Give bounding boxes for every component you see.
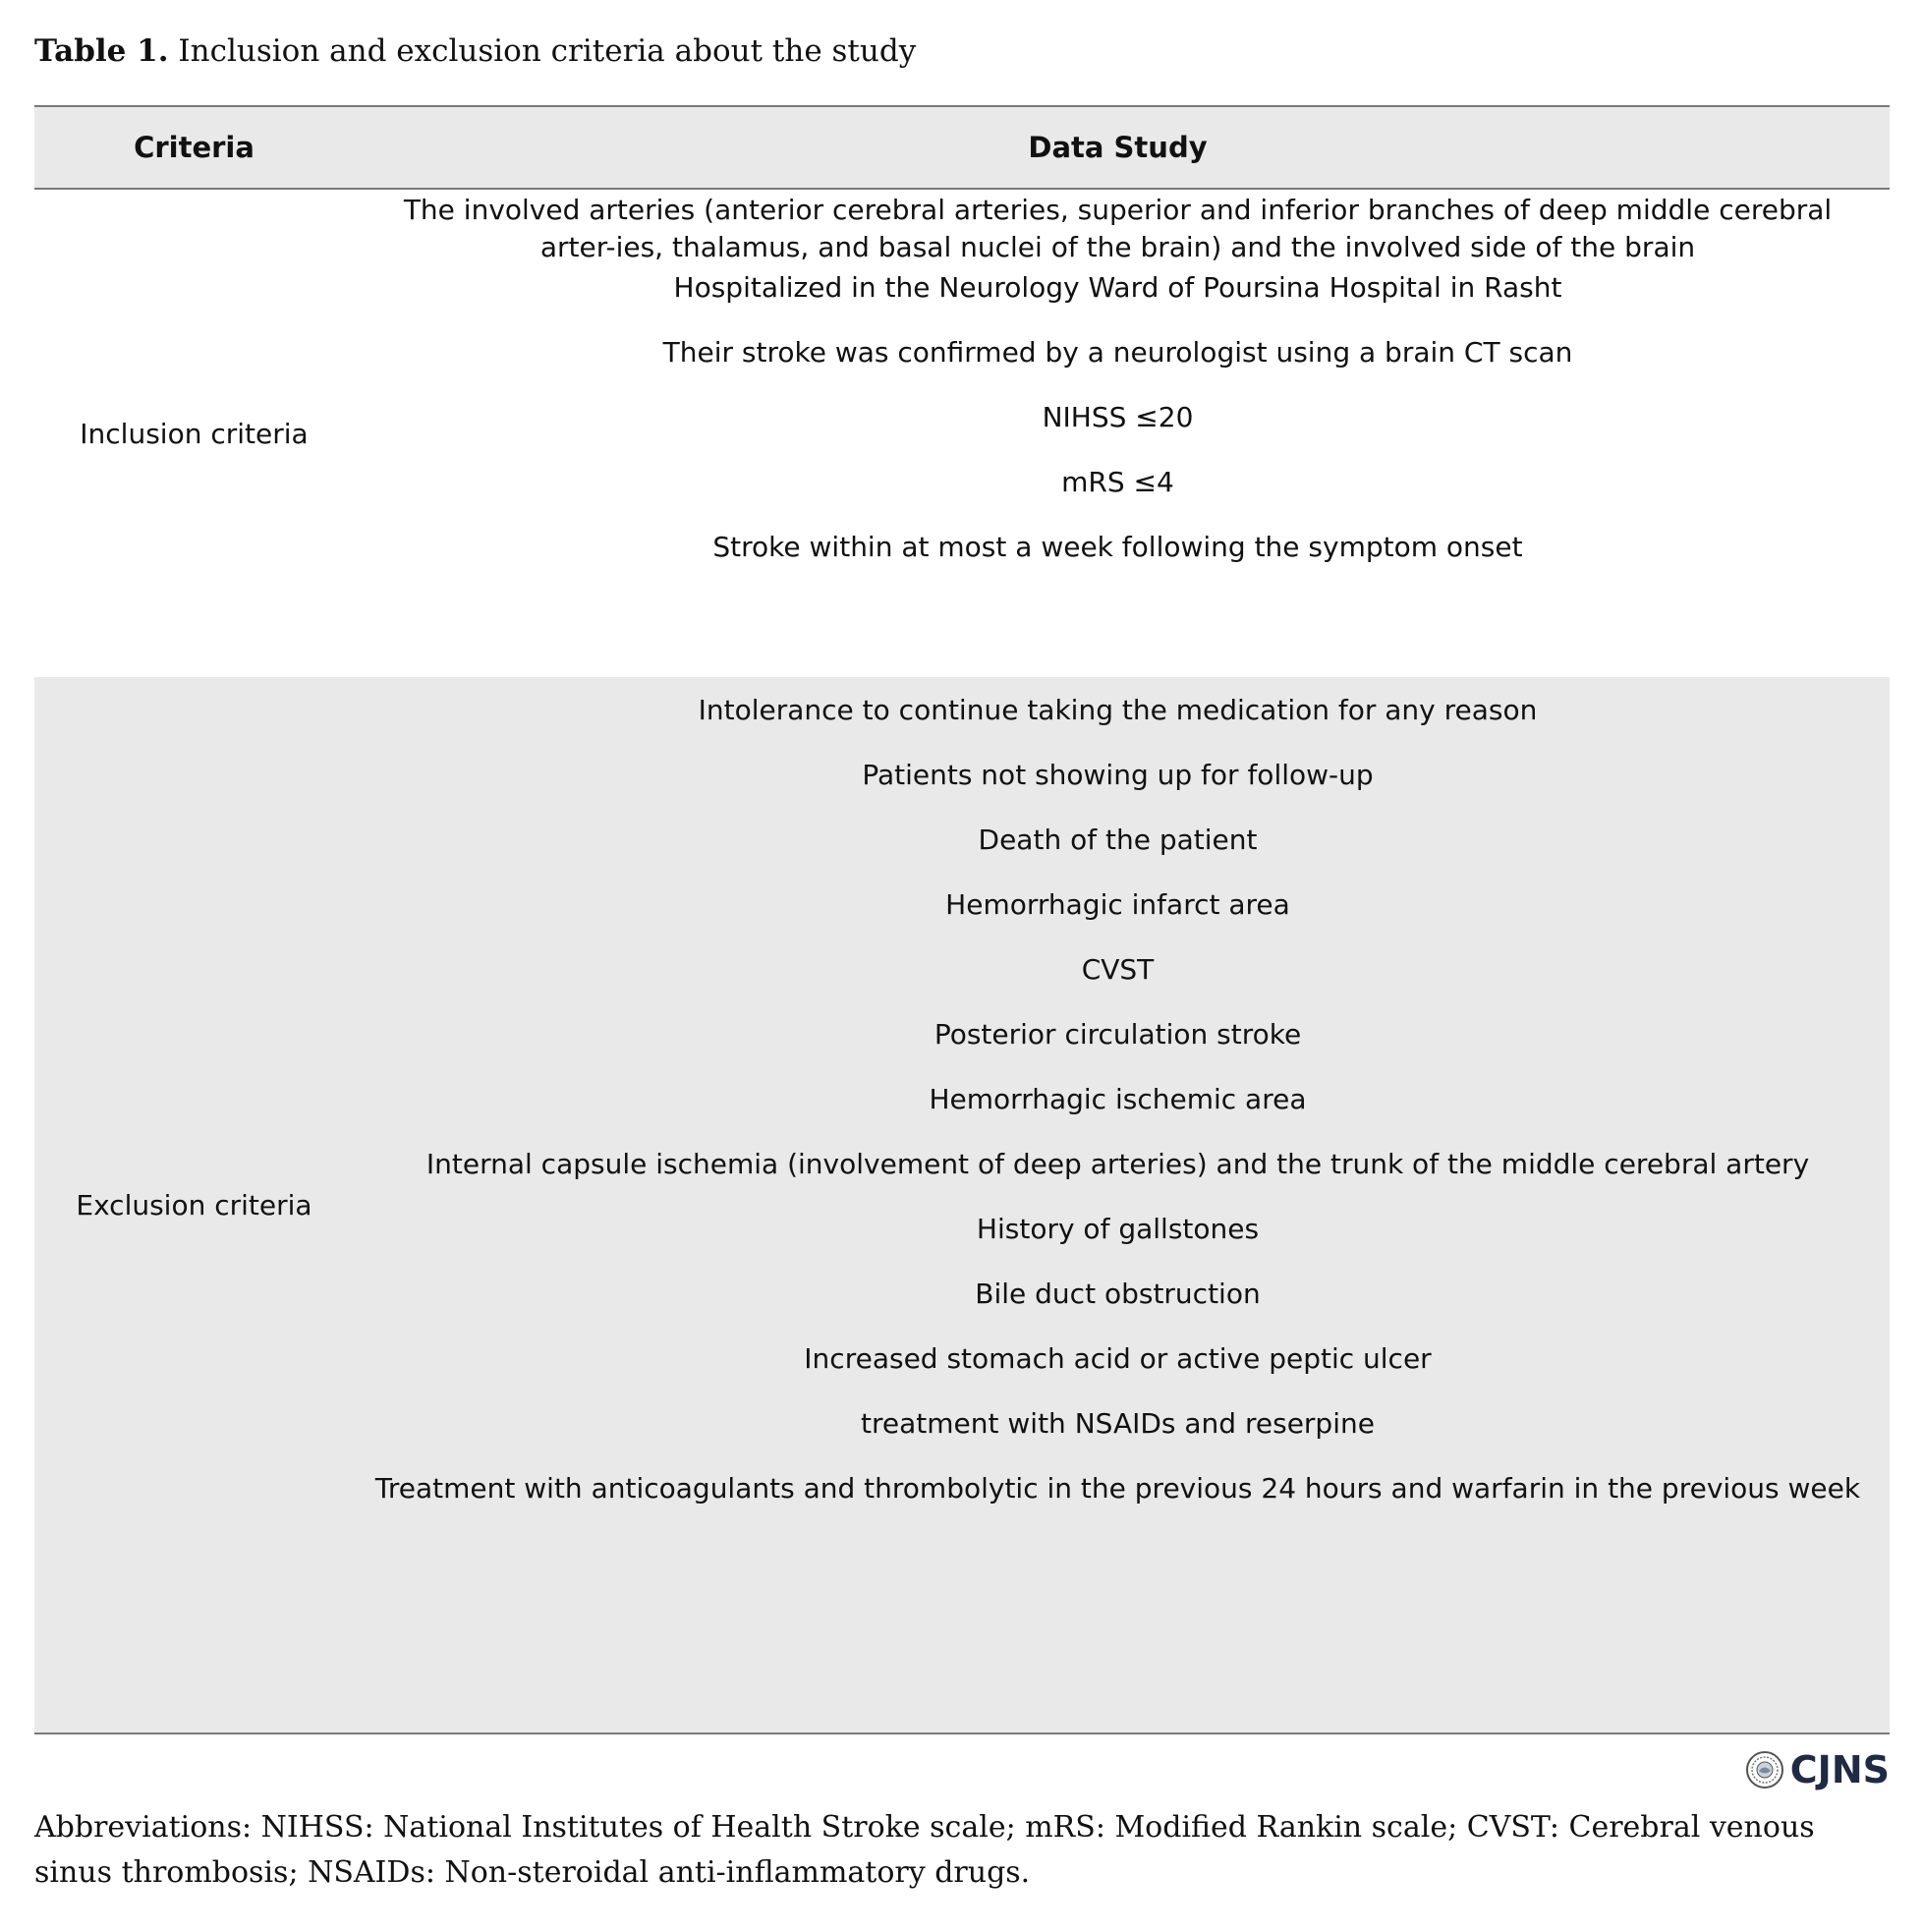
exclusion-item: CVST bbox=[1081, 953, 1155, 986]
exclusion-item: Treatment with anticoagulants and thrombolytic in the previous 24 hours and warfarin in the previous week bbox=[374, 1472, 1861, 1505]
exclusion-item: Hemorrhagic ischemic area bbox=[929, 1083, 1307, 1115]
criteria-table bbox=[34, 105, 1890, 1734]
inclusion-label: Inclusion criteria bbox=[80, 417, 309, 450]
exclusion-item: Internal capsule ischemia (involvement of deep arteries) and the trunk of the middle cerebral artery bbox=[425, 1148, 1810, 1180]
header-criteria: Criteria bbox=[134, 131, 255, 164]
header-data-study: Data Study bbox=[1028, 131, 1208, 164]
exclusion-item: Bile duct obstruction bbox=[975, 1278, 1261, 1310]
exclusion-item: Posterior circulation stroke bbox=[933, 1018, 1302, 1051]
inclusion-item: Their stroke was confirmed by a neurologist using a brain CT scan bbox=[662, 336, 1573, 369]
exclusion-item: History of gallstones bbox=[976, 1213, 1260, 1245]
journal-logo bbox=[1745, 1748, 1890, 1791]
abbreviations-footnote: Abbreviations: NIHSS: National Institutes of Health Stroke scale; mRS: Modified Rankin scale; CVST: Cerebral venous sinus thrombosis; NSAIDs: Non-steroidal anti-inflammatory drugs. bbox=[34, 1810, 1815, 1890]
table-caption bbox=[34, 29, 916, 73]
journal-seal-icon bbox=[1745, 1750, 1784, 1790]
exclusion-item: Patients not showing up for follow-up bbox=[862, 759, 1374, 791]
inclusion-group bbox=[34, 190, 1890, 677]
inclusion-item: Hospitalized in the Neurology Ward of Poursina Hospital in Rasht bbox=[673, 271, 1562, 304]
table-title: Inclusion and exclusion criteria about the study bbox=[168, 33, 917, 69]
inclusion-item: NIHSS ≤20 bbox=[1042, 401, 1194, 433]
exclusion-item: Death of the patient bbox=[978, 824, 1258, 856]
inclusion-items bbox=[354, 190, 1890, 677]
exclusion-item: Intolerance to continue taking the medication for any reason bbox=[698, 694, 1538, 726]
inclusion-item: Stroke within at most a week following the symptom onset bbox=[712, 531, 1523, 563]
exclusion-item: treatment with NSAIDs and reserpine bbox=[861, 1407, 1375, 1440]
journal-logo-text: CJNS bbox=[1789, 1748, 1890, 1791]
table-number: Table 1. bbox=[34, 33, 169, 69]
exclusion-group bbox=[34, 677, 1890, 1734]
exclusion-label: Exclusion criteria bbox=[76, 1188, 312, 1222]
table-header bbox=[34, 105, 1890, 190]
inclusion-item: The involved arteries (anterior cerebral arteries, superior and inferior branches of deep middle cerebral arter-ies, thalamus, and basal nuclei of the brain) and the involved side of the brain bbox=[403, 194, 1833, 263]
inclusion-item: mRS ≤4 bbox=[1061, 466, 1174, 498]
exclusion-item: Hemorrhagic infarct area bbox=[945, 888, 1290, 921]
exclusion-item: Increased stomach acid or active peptic ulcer bbox=[804, 1342, 1432, 1375]
exclusion-items bbox=[354, 677, 1890, 1733]
